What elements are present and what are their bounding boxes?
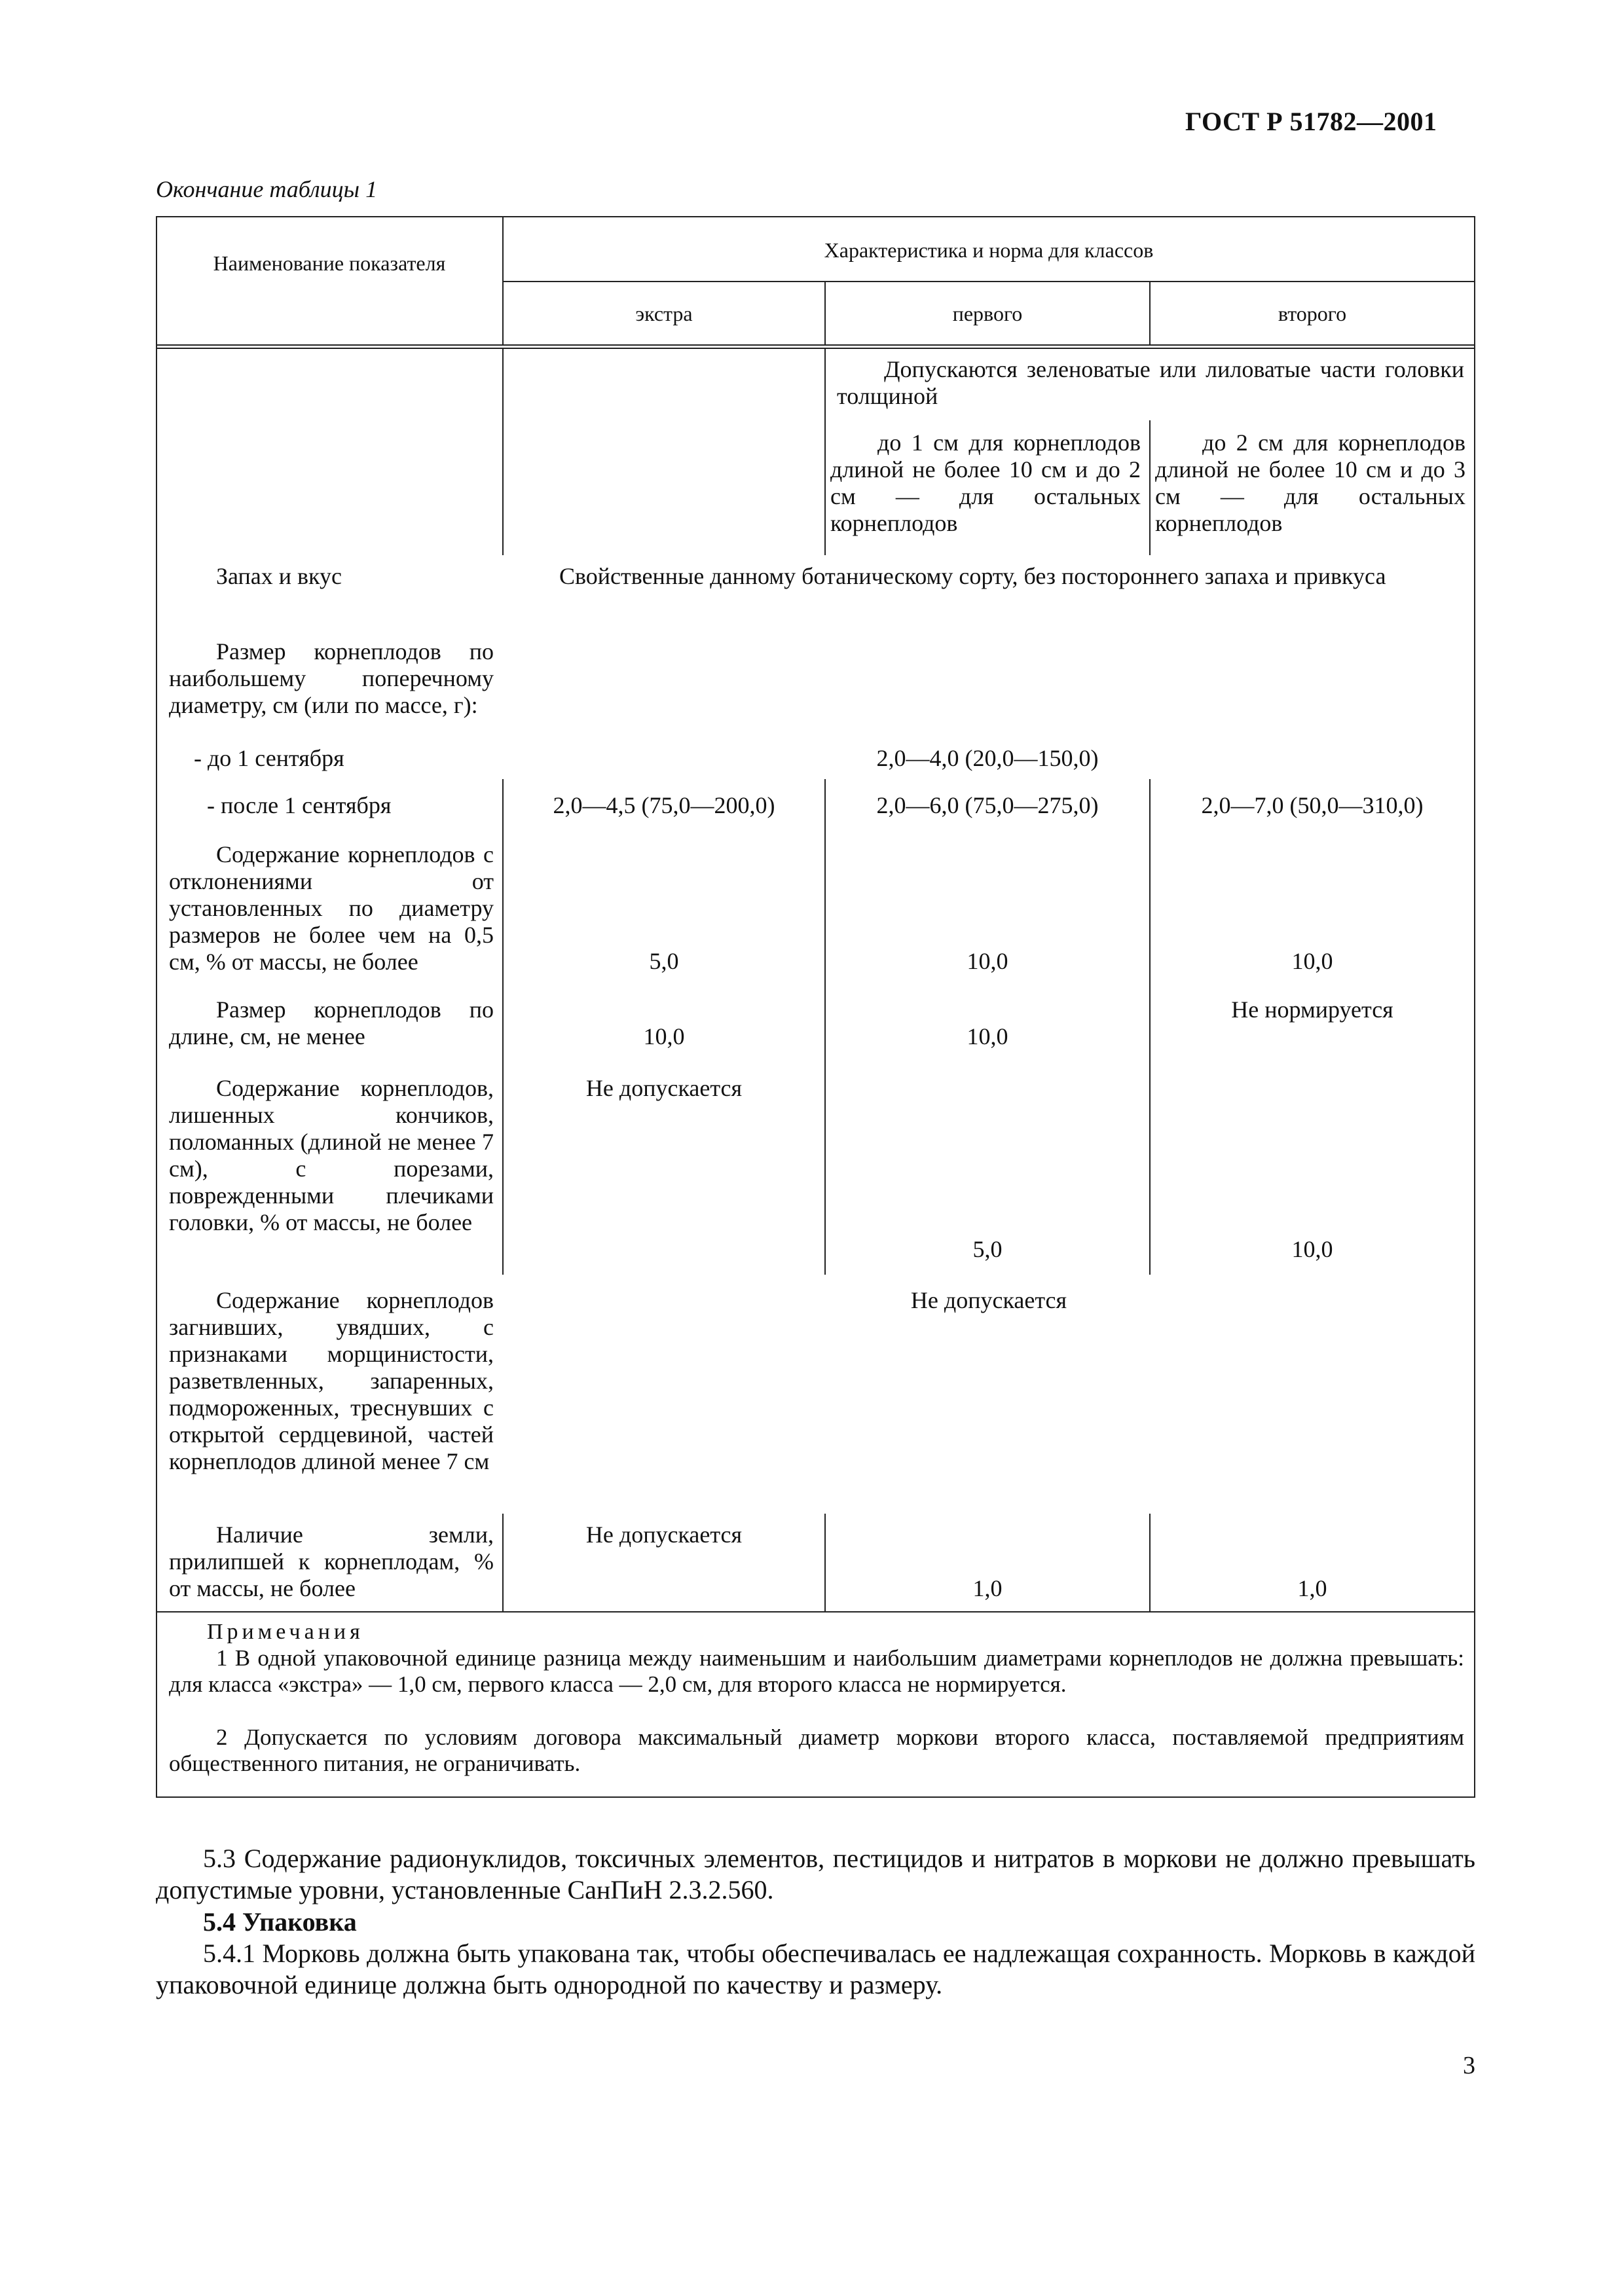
row-name-length: Размер корнеплодов по длине, см, не менее xyxy=(169,996,494,1049)
soil-second: 1,0 xyxy=(1297,1575,1327,1601)
size-before-value: 2,0—4,0 (20,0—150,0) xyxy=(876,745,1099,771)
size-after-extra: 2,0—4,5 (75,0—200,0) xyxy=(553,792,775,818)
row-name-size-before: - до 1 сентября xyxy=(194,745,344,771)
row-name-size-after: - после 1 сентября xyxy=(207,792,392,818)
color-parts-first: до 1 см для корнеплодов длиной не более 10 см и до 2 см — для остальных корнеплодов xyxy=(830,429,1141,536)
notes-title: Примечания xyxy=(207,1620,364,1644)
header-class-first: первого xyxy=(952,302,1023,325)
paragraph-5-4-1: 5.4.1 Морковь должна быть упакована так, чтобы обеспечивалась ее надлежащая сохранность. Морковь в каждой упаковочной единице должна быть однородной по качеству и размеру. xyxy=(156,1939,1475,1999)
color-parts-text: Допускаются зеленоватые или лиловатые части головки толщиной xyxy=(837,356,1464,409)
table-caption: Окончание таблицы 1 xyxy=(156,176,378,202)
size-after-first: 2,0—6,0 (75,0—275,0) xyxy=(876,792,1099,818)
damaged-extra: Не допускается xyxy=(585,1075,743,1101)
header-indicator: Наименование показателя xyxy=(213,251,446,275)
color-parts-second: до 2 см для корнеплодов длиной не более 10 см и до 3 см — для остальных корнеплодов xyxy=(1155,429,1465,536)
row-name-rotten: Содержание корнеплодов загнивших, увядших, с признаками морщинистости, разветвленных, запаренных, подмороженных, треснувших с открытой сердцевиной, частей корнеплодов длиной менее 7 см xyxy=(169,1287,494,1474)
smell-value: Свойственные данному ботаническому сорту, без постороннего запаха и привкуса xyxy=(559,563,1386,589)
length-first: 10,0 xyxy=(967,1023,1008,1049)
row-name-soil: Наличие земли, прилипшей к корнеплодам, % от массы, не более xyxy=(169,1522,494,1601)
length-extra: 10,0 xyxy=(643,1023,685,1049)
page-number: 3 xyxy=(1463,2052,1475,2079)
deviation-first: 10,0 xyxy=(967,948,1008,974)
paragraph-5-3: 5.3 Содержание радионуклидов, токсичных элементов, пестицидов и нитратов в моркови не должно превышать допустимые уровни, установленные СанПиН 2.3.2.560. xyxy=(156,1844,1475,1904)
deviation-extra: 5,0 xyxy=(649,948,679,974)
section-5-4-heading: 5.4 Упаковка xyxy=(203,1907,357,1937)
soil-extra: Не допускается xyxy=(585,1522,743,1548)
damaged-second: 10,0 xyxy=(1291,1236,1333,1262)
deviation-second: 10,0 xyxy=(1291,948,1333,974)
document-header: ГОСТ Р 51782—2001 xyxy=(1185,107,1437,136)
rotten-value: Не допускается xyxy=(910,1287,1067,1313)
row-name-size: Размер корнеплодов по наибольшему поперечному диаметру, см (или по массе, г): xyxy=(169,638,494,718)
damaged-first: 5,0 xyxy=(972,1236,1003,1262)
header-class-extra: экстра xyxy=(635,302,693,325)
length-second: Не нормируется xyxy=(1231,996,1393,1023)
row-name-damaged: Содержание корнеплодов, лишенных кончиков, поломанных (длиной не менее 7 см), с порезами, поврежденными плечиками головки, % от массы, не более xyxy=(169,1075,494,1235)
row-name-smell: Запах и вкус xyxy=(216,563,342,589)
note-1: 1 В одной упаковочной единице разница между наименьшим и наибольшим диаметрами корнеплодов не должна превышать: для класса «экстра» — 1,0 см, первого класса — 2,0 см, для второго класса не нормируется. xyxy=(169,1645,1464,1697)
note-2: 2 Допускается по условиям договора максимальный диаметр моркови второго класса, поставляемой предприятиям общественного питания, не ограничивать. xyxy=(169,1724,1464,1776)
header-characteristics: Характеристика и норма для классов xyxy=(824,238,1154,262)
quality-table xyxy=(156,216,1475,1798)
header-class-second: второго xyxy=(1278,302,1347,325)
size-after-second: 2,0—7,0 (50,0—310,0) xyxy=(1201,792,1424,818)
soil-first: 1,0 xyxy=(972,1575,1003,1601)
row-name-deviation: Содержание корнеплодов с отклонениями от установленных по диаметру размеров не более чем на 0,5 см, % от массы, не более xyxy=(169,841,494,975)
